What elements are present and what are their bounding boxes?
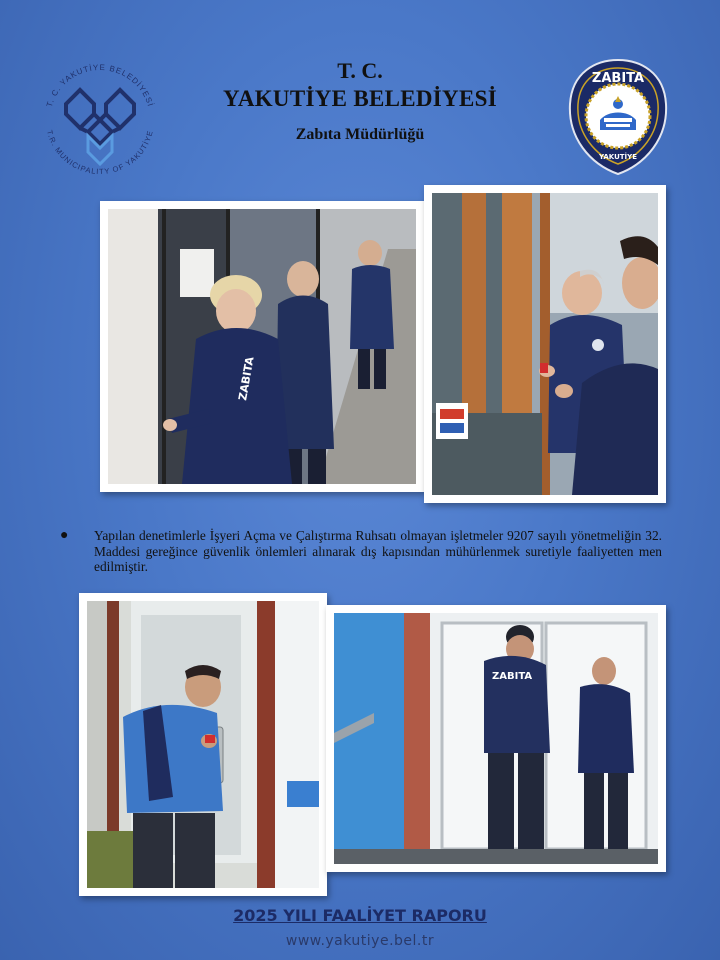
zabita-badge-bottom-text: YAKUTİYE bbox=[598, 153, 638, 161]
svg-text:T.R. MUNICIPALITY OF YAKUTİYE bbox=[45, 129, 155, 176]
yakutiye-municipality-logo bbox=[36, 56, 164, 184]
bullet-marker: ● bbox=[60, 528, 69, 543]
header-department: Zabıta Müdürlüğü bbox=[295, 126, 425, 143]
inspection-photo-3 bbox=[79, 593, 327, 896]
photo-4-vest-text: ZABITA bbox=[492, 671, 533, 682]
photo-3-image bbox=[87, 601, 319, 888]
photo-2-image bbox=[432, 193, 658, 495]
inspection-photo-4 bbox=[326, 605, 666, 872]
header-municipality-name: YAKUTİYE BELEDİYESİ bbox=[223, 86, 497, 111]
photo-4-image bbox=[334, 613, 658, 864]
header-tc: T. C. bbox=[337, 58, 383, 83]
description-text: Yapılan denetimlerle İşyeri Açma ve Çalıştırma Ruhsatı olmayan işletmeler 9207 sayılı yönetmeliğin 32. Maddesi gereğince güvenlik önlemleri alınarak dış kapısından mühürlenmek suretiyle faaliyetten men edilmiştir. bbox=[94, 528, 662, 574]
zabita-badge-icon bbox=[566, 58, 670, 176]
footer-report-title: 2025 YILI FAALİYET RAPORU bbox=[233, 906, 487, 925]
photo-1-vest-text: ZABITA bbox=[236, 355, 257, 402]
svg-text:T. C. YAKUTİYE BELEDİYESİ bbox=[45, 63, 155, 108]
zabita-logo bbox=[566, 58, 670, 176]
logo-left-bottom-text: T.R. MUNICIPALITY OF YAKUTİYE bbox=[45, 129, 155, 177]
yakutiye-municipality-emblem-icon bbox=[36, 56, 164, 184]
footer-website-link[interactable]: www.yakutiye.bel.tr bbox=[285, 933, 435, 949]
photo-1-image bbox=[108, 209, 416, 484]
zabita-badge-top-text: ZABITA bbox=[591, 71, 645, 86]
logo-left-top-text: T. C. YAKUTİYE BELEDİYESİ bbox=[44, 62, 156, 109]
inspection-photo-1 bbox=[100, 201, 424, 492]
inspection-photo-2 bbox=[424, 185, 666, 503]
